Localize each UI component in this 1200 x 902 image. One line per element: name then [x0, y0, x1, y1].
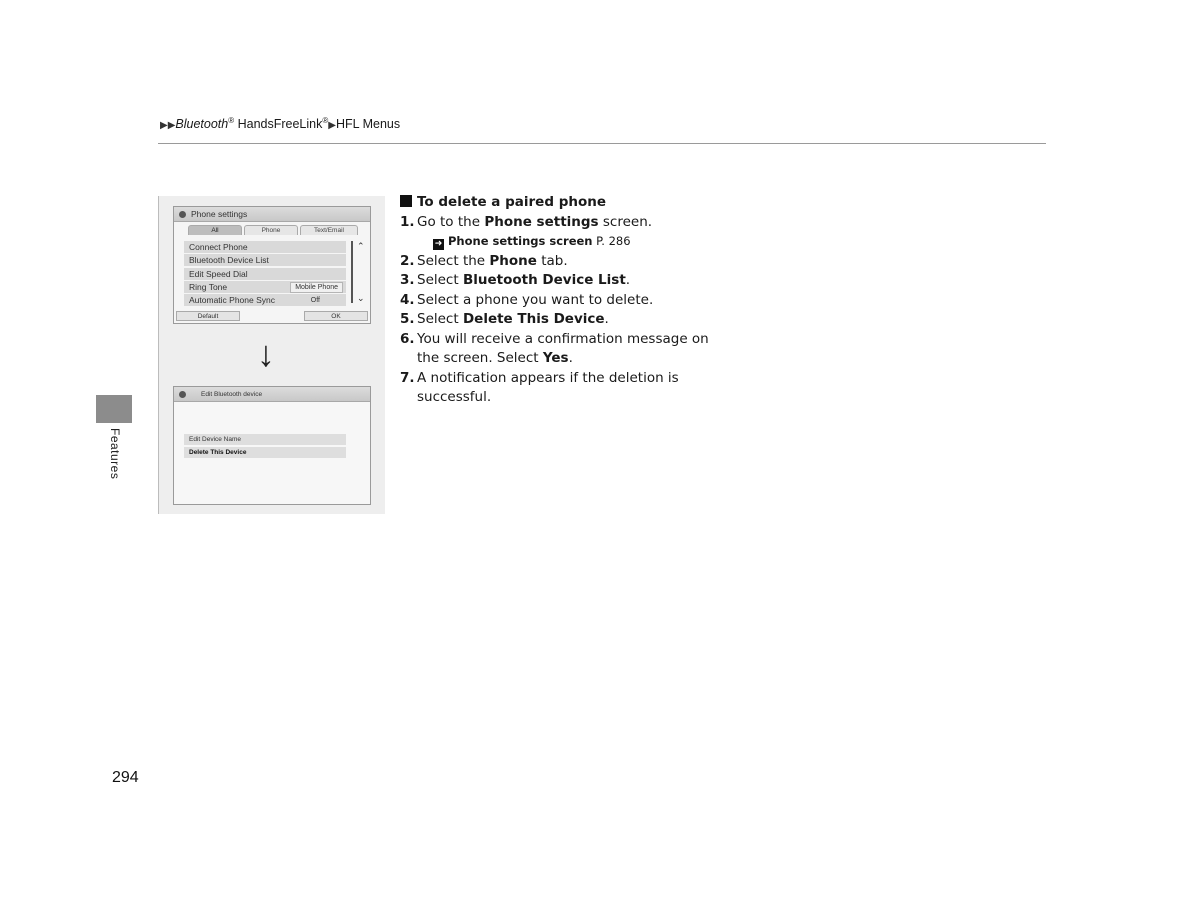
registered-mark: ®: [228, 116, 235, 125]
menu-item-bluetooth-device-list[interactable]: Bluetooth Device List: [184, 254, 346, 266]
breadcrumb: [160, 116, 400, 131]
edit-bluetooth-device-screen: [173, 386, 371, 505]
section-tab-label: Features: [108, 428, 122, 480]
phone-settings-screen: [173, 206, 371, 324]
cross-reference[interactable]: ➜ Phone settings screen P. 286: [434, 234, 631, 249]
breadcrumb-item-bluetooth[interactable]: Bluetooth: [175, 117, 229, 132]
arrow-down-icon: ↓: [257, 333, 275, 374]
screen-title: Edit Bluetooth device: [201, 391, 263, 398]
tab-phone[interactable]: Phone: [244, 225, 298, 235]
reference-arrow-icon: ➜: [434, 239, 443, 249]
tab-all[interactable]: All: [188, 225, 242, 235]
settings-menu-list: [184, 241, 346, 307]
ring-tone-value: Mobile Phone: [290, 282, 343, 293]
tab-text-email[interactable]: Text/Email: [300, 225, 358, 235]
ok-button[interactable]: OK: [304, 311, 368, 321]
menu-item-edit-device-name[interactable]: Edit Device Name: [184, 434, 346, 445]
tab-bar: [188, 225, 358, 235]
breadcrumb-item-hfl-menus[interactable]: HFL Menus: [335, 117, 401, 132]
menu-item-connect-phone[interactable]: Connect Phone: [184, 241, 346, 253]
screenshot-figure: [158, 196, 385, 514]
registered-mark: ®: [322, 116, 329, 125]
phone-sync-value: Off: [310, 296, 320, 304]
step-4: 4. Select a phone you want to delete.: [400, 291, 654, 308]
screen-title-bar: [174, 207, 370, 222]
menu-item-automatic-phone-sync[interactable]: Automatic Phone Sync Off: [184, 294, 346, 306]
default-button[interactable]: Default: [176, 311, 240, 321]
menu-item-edit-speed-dial[interactable]: Edit Speed Dial: [184, 268, 346, 280]
back-icon[interactable]: [179, 391, 186, 398]
screen-title: Phone settings: [191, 209, 248, 219]
screen-title-bar: [174, 387, 370, 402]
breadcrumb-item-handsfreelink[interactable]: HandsFreeLink: [234, 117, 323, 132]
step-5: 5. Select Delete This Device.: [400, 311, 609, 327]
scroll-up-icon[interactable]: ⌃: [357, 241, 365, 251]
step-7: 7. A notification appears if the deletion is successful.: [400, 369, 679, 405]
square-bullet-icon: [400, 195, 412, 207]
scroll-down-icon[interactable]: ⌄: [357, 293, 365, 303]
scrollbar[interactable]: [351, 241, 353, 303]
page-number: 294: [112, 769, 139, 786]
menu-item-delete-this-device[interactable]: Delete This Device: [184, 447, 346, 458]
section-tab-marker: [96, 395, 132, 423]
step-6: 6. You will receive a confirmation message on the screen. Select Yes.: [400, 330, 709, 366]
step-2: 2. Select the Phone tab.: [400, 252, 568, 269]
breadcrumb-arrow-icon: ▶▶: [160, 120, 176, 132]
breadcrumb-arrow-icon: ▶: [328, 120, 336, 132]
device-menu-list: [184, 434, 346, 460]
header-divider: [158, 143, 1046, 144]
menu-item-ring-tone[interactable]: Ring Tone Mobile Phone: [184, 281, 346, 293]
back-icon[interactable]: [179, 211, 186, 218]
instructions: [400, 193, 730, 408]
step-3: 3. Select Bluetooth Device List.: [400, 272, 631, 288]
step-1: 1. Go to the Phone settings screen.: [400, 213, 653, 230]
section-heading: To delete a paired phone: [400, 193, 730, 213]
